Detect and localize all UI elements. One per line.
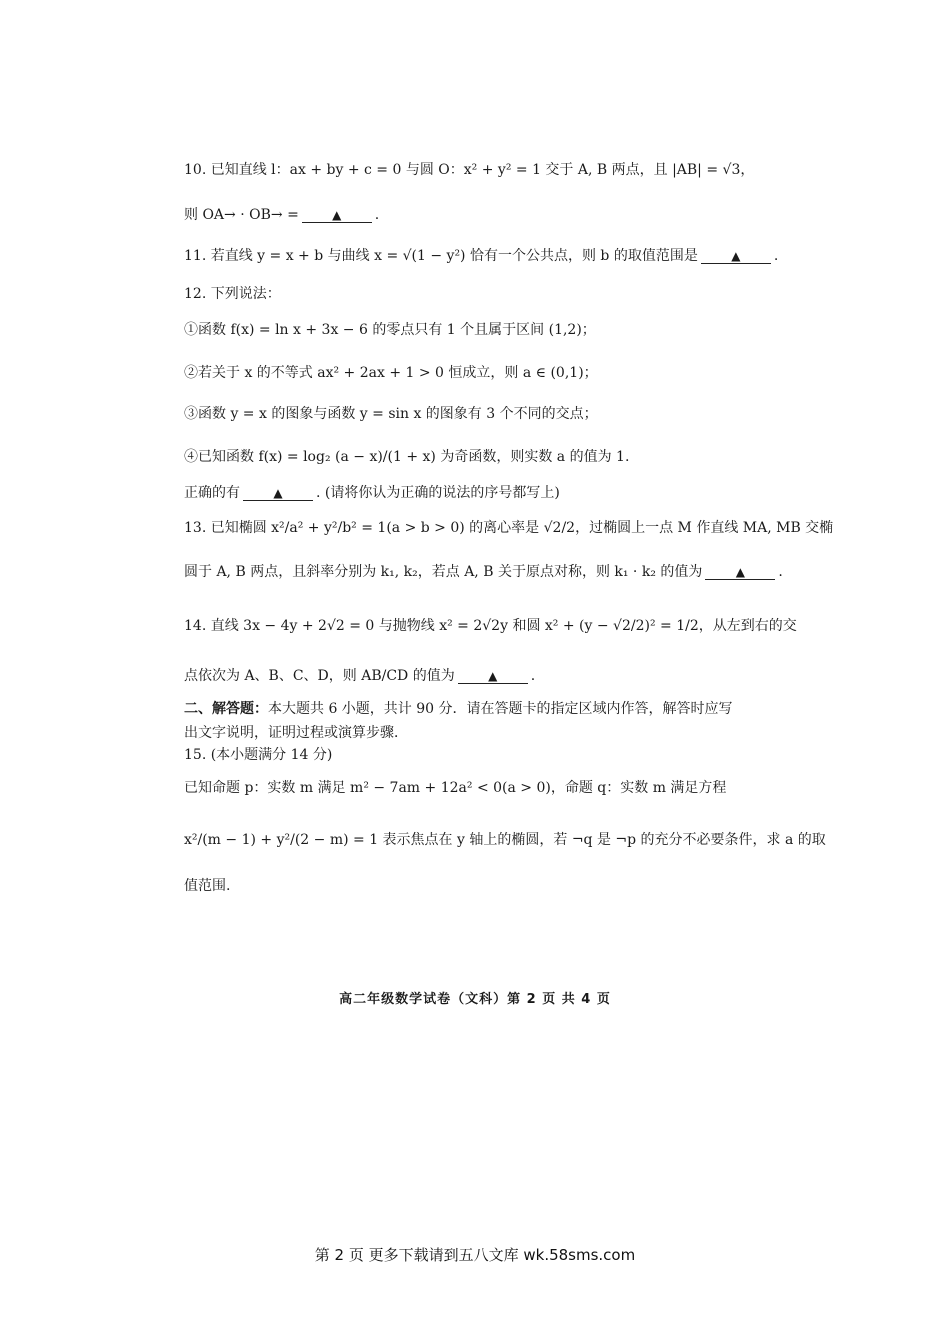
- triangle-icon: ▲: [332, 208, 342, 222]
- q11-prefix: 11. 若直线 y = x + b 与曲线 x = √(1 − y²) 恰有一个公共点，则 b 的取值范围是: [184, 248, 698, 264]
- triangle-icon: ▲: [731, 249, 741, 263]
- section2-heading: 二、解答题：: [184, 701, 268, 717]
- q13-prefix: 圆于 A, B 两点，且斜率分别为 k₁, k₂，若点 A, B 关于原点对称，则 k₁ · k₂ 的值为: [184, 564, 703, 580]
- q13-line1: 13. 已知椭圆 x²/a² + y²/b² = 1(a > b > 0) 的离心率是 √2/2，过椭圆上一点 M 作直线 MA, MB 交椭: [184, 520, 834, 536]
- q10-line2: [184, 205, 750, 225]
- section2-text1: 本大题共 6 小题，共计 90 分．请在答题卡的指定区域内作答，解答时应写: [268, 701, 733, 717]
- triangle-icon: ▲: [488, 669, 498, 683]
- q14-prefix: 点依次为 A、B、C、D，则 AB/CD 的值为: [184, 668, 455, 684]
- q12-blank: [243, 486, 313, 501]
- q15-title: 15. (本小题满分 14 分): [184, 747, 333, 763]
- q13-suffix: .: [778, 564, 783, 580]
- q11-blank: [701, 249, 771, 264]
- section2-line2: 出文字说明，证明过程或演算步骤．: [184, 725, 408, 741]
- q10-blank: [302, 208, 372, 223]
- q12-answer-suffix: . (请将你认为正确的说法的序号都写上): [316, 485, 560, 501]
- q10-suffix: .: [374, 207, 380, 223]
- q15-line2: x²/(m − 1) + y²/(2 − m) = 1 表示焦点在 y 轴上的椭圆，若 ¬q 是 ¬p 的充分不必要条件，求 a 的取: [184, 832, 826, 848]
- q11-suffix: .: [773, 248, 779, 264]
- q12-answer-line: [184, 483, 750, 503]
- q12-item-2: ②若关于 x 的不等式 ax² + 2ax + 1 > 0 恒成立，则 a ∈ (0,1)；: [184, 365, 598, 381]
- section2-line1: [184, 699, 750, 719]
- q10-prefix: 则 OA→ · OB→ =: [184, 207, 299, 223]
- q13-blank: [705, 565, 775, 580]
- q12-item-4: ④已知函数 f(x) = log₂ (a − x)/(1 + x) 为奇函数，则实数 a 的值为 1.: [184, 449, 630, 465]
- page-footer: 高二年级数学试卷（文科）第 2 页 共 4 页: [339, 992, 611, 1007]
- q14-line2: [184, 666, 750, 686]
- q10-line1: 10. 已知直线 l：ax + by + c = 0 与圆 O：x² + y² = 1 交于 A, B 两点，且 |AB| = √3，: [184, 162, 755, 178]
- q15-line3: 值范围.: [184, 878, 231, 894]
- q15-line1: 已知命题 p：实数 m 满足 m² − 7am + 12a² < 0(a > 0)，命题 q：实数 m 满足方程: [184, 780, 727, 796]
- q13-line2: [184, 562, 783, 582]
- q11-line: [184, 246, 779, 266]
- q12-title: 12. 下列说法：: [184, 286, 281, 302]
- q12-item-1: ①函数 f(x) = ln x + 3x − 6 的零点只有 1 个且属于区间 (1,2)；: [184, 322, 596, 338]
- q14-suffix: .: [530, 668, 536, 684]
- download-watermark: 第 2 页 更多下载请到五八文库 wk.58sms.com: [314, 1246, 636, 1264]
- triangle-icon: ▲: [735, 565, 745, 579]
- q14-blank: [458, 669, 528, 684]
- q12-answer-prefix: 正确的有: [184, 485, 240, 501]
- q12-item-3: ③函数 y = x 的图象与函数 y = sin x 的图象有 3 个不同的交点；: [184, 406, 598, 422]
- triangle-icon: ▲: [273, 486, 283, 500]
- q14-line1: 14. 直线 3x − 4y + 2√2 = 0 与抛物线 x² = 2√2y 和圆 x² + (y − √2/2)² = 1/2，从左到右的交: [184, 618, 797, 634]
